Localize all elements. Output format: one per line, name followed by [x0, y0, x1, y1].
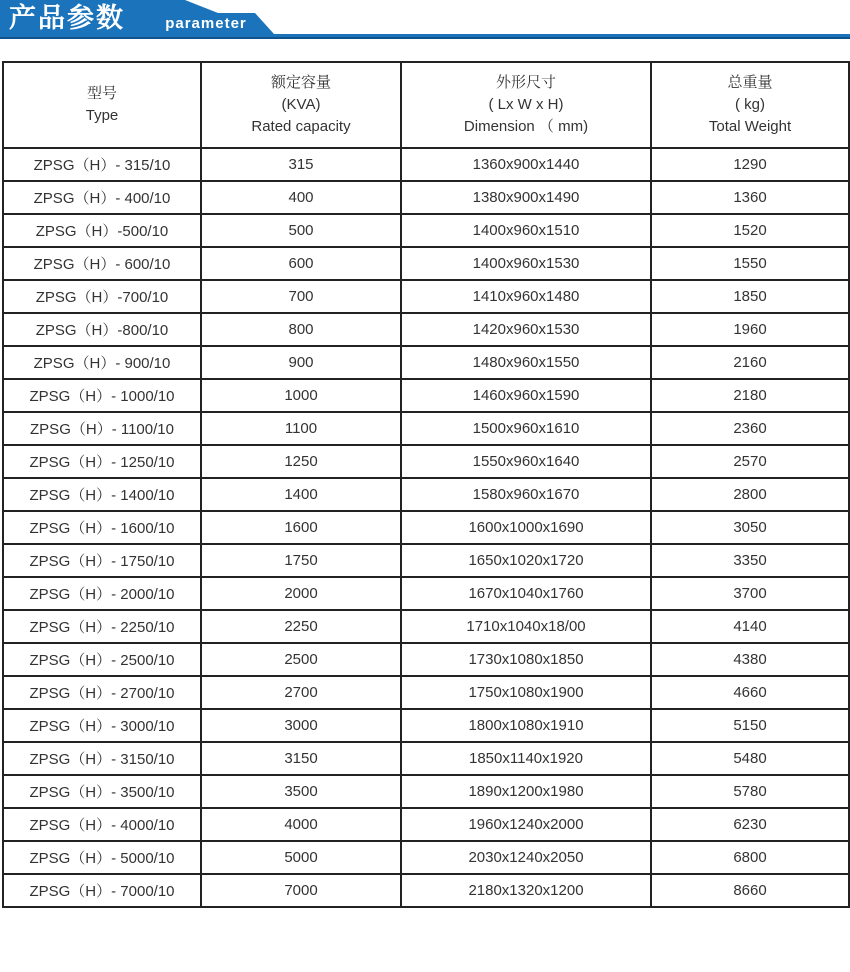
- table-cell: 1580x960x1670: [401, 478, 651, 511]
- table-cell: ZPSG（H）- 7000/10: [3, 874, 201, 907]
- table-cell: 700: [201, 280, 401, 313]
- table-cell: 1750: [201, 544, 401, 577]
- table-cell: ZPSG（H）- 2500/10: [3, 643, 201, 676]
- table-cell: 1480x960x1550: [401, 346, 651, 379]
- table-row: [3, 775, 849, 808]
- table-cell: 1500x960x1610: [401, 412, 651, 445]
- table-cell: 1000: [201, 379, 401, 412]
- table-cell: 1410x960x1480: [401, 280, 651, 313]
- table-cell: ZPSG（H）- 1000/10: [3, 379, 201, 412]
- table-cell: 1850x1140x1920: [401, 742, 651, 775]
- table-cell: ZPSG（H）- 3000/10: [3, 709, 201, 742]
- table-cell: 6230: [651, 808, 849, 841]
- table-cell: ZPSG（H）- 1600/10: [3, 511, 201, 544]
- table-row: [3, 445, 849, 478]
- table-cell: 2800: [651, 478, 849, 511]
- table-cell: 6800: [651, 841, 849, 874]
- table-cell: 1600x1000x1690: [401, 511, 651, 544]
- table-cell: 4140: [651, 610, 849, 643]
- table-row: [3, 478, 849, 511]
- table-cell: ZPSG（H）- 900/10: [3, 346, 201, 379]
- table-cell: 2160: [651, 346, 849, 379]
- table-row: [3, 643, 849, 676]
- table-cell: ZPSG（H）- 2700/10: [3, 676, 201, 709]
- table-cell: ZPSG（H）- 2000/10: [3, 577, 201, 610]
- table-cell: 8660: [651, 874, 849, 907]
- parameter-table: [2, 61, 850, 908]
- table-cell: 1520: [651, 214, 849, 247]
- table-cell: 900: [201, 346, 401, 379]
- table-cell: 1550: [651, 247, 849, 280]
- table-cell: 1400x960x1510: [401, 214, 651, 247]
- table-cell: 1460x960x1590: [401, 379, 651, 412]
- table-cell: 1750x1080x1900: [401, 676, 651, 709]
- table-cell: 3050: [651, 511, 849, 544]
- table-cell: 1800x1080x1910: [401, 709, 651, 742]
- table-row: [3, 742, 849, 775]
- table-cell: 1850: [651, 280, 849, 313]
- column-header-line: Rated capacity: [251, 118, 351, 135]
- table-cell: ZPSG（H）- 5000/10: [3, 841, 201, 874]
- column-header-line: 总重量: [727, 74, 773, 91]
- column-header-line: 型号: [86, 85, 117, 102]
- table-cell: 2360: [651, 412, 849, 445]
- section-title: 产品参数: [9, 3, 125, 33]
- table-cell: ZPSG（H）- 4000/10: [3, 808, 201, 841]
- table-cell: 1360: [651, 181, 849, 214]
- table-cell: 5150: [651, 709, 849, 742]
- table-cell: ZPSG（H）- 3150/10: [3, 742, 201, 775]
- table-row: [3, 577, 849, 610]
- table-row: [3, 181, 849, 214]
- table-cell: 5000: [201, 841, 401, 874]
- table-cell: 3500: [201, 775, 401, 808]
- table-row: [3, 676, 849, 709]
- table-cell: 2250: [201, 610, 401, 643]
- table-cell: 1400: [201, 478, 401, 511]
- table-cell: 1890x1200x1980: [401, 775, 651, 808]
- table-cell: 400: [201, 181, 401, 214]
- column-header: [651, 62, 849, 148]
- table-row: [3, 841, 849, 874]
- column-header: [3, 62, 201, 148]
- table-cell: 5480: [651, 742, 849, 775]
- table-row: [3, 379, 849, 412]
- table-row: [3, 247, 849, 280]
- table-cell: 5780: [651, 775, 849, 808]
- table-cell: 2700: [201, 676, 401, 709]
- banner-ribbon-shape: [0, 0, 850, 39]
- table-cell: 600: [201, 247, 401, 280]
- table-cell: 4000: [201, 808, 401, 841]
- table-cell: 1960: [651, 313, 849, 346]
- column-header: [401, 62, 651, 148]
- table-row: [3, 148, 849, 181]
- table-cell: 800: [201, 313, 401, 346]
- table-cell: 1730x1080x1850: [401, 643, 651, 676]
- table-cell: 1960x1240x2000: [401, 808, 651, 841]
- table-cell: 2500: [201, 643, 401, 676]
- table-row: [3, 610, 849, 643]
- table-cell: 7000: [201, 874, 401, 907]
- table-cell: 2000: [201, 577, 401, 610]
- table-cell: ZPSG（H）-700/10: [3, 280, 201, 313]
- parameter-table-head: [3, 62, 849, 148]
- table-row: [3, 214, 849, 247]
- column-header-line: ( Lx W x H): [488, 96, 564, 113]
- table-cell: 2180x1320x1200: [401, 874, 651, 907]
- table-cell: 1380x900x1490: [401, 181, 651, 214]
- section-subtitle: parameter: [165, 15, 247, 32]
- table-cell: 4660: [651, 676, 849, 709]
- table-cell: 3700: [651, 577, 849, 610]
- table-cell: 500: [201, 214, 401, 247]
- table-cell: ZPSG（H）- 1400/10: [3, 478, 201, 511]
- table-cell: 1400x960x1530: [401, 247, 651, 280]
- table-cell: 315: [201, 148, 401, 181]
- table-cell: 1360x900x1440: [401, 148, 651, 181]
- column-header-line: Type: [85, 107, 119, 124]
- table-row: [3, 808, 849, 841]
- table-cell: 1250: [201, 445, 401, 478]
- table-cell: 1420x960x1530: [401, 313, 651, 346]
- table-cell: ZPSG（H）- 600/10: [3, 247, 201, 280]
- table-row: [3, 346, 849, 379]
- parameter-table-body: [3, 148, 849, 907]
- table-cell: ZPSG（H）- 315/10: [3, 148, 201, 181]
- column-header-line: Total Weight: [708, 118, 792, 135]
- banner-underline: [0, 37, 850, 39]
- table-row: [3, 511, 849, 544]
- table-cell: 2180: [651, 379, 849, 412]
- table-cell: ZPSG（H）- 1250/10: [3, 445, 201, 478]
- table-cell: 1550x960x1640: [401, 445, 651, 478]
- table-cell: 1650x1020x1720: [401, 544, 651, 577]
- table-row: [3, 874, 849, 907]
- table-cell: ZPSG（H）- 400/10: [3, 181, 201, 214]
- table-cell: 1670x1040x1760: [401, 577, 651, 610]
- table-cell: ZPSG（H）-500/10: [3, 214, 201, 247]
- table-cell: 3350: [651, 544, 849, 577]
- table-cell: 2030x1240x2050: [401, 841, 651, 874]
- table-cell: 1710x1040x18/00: [401, 610, 651, 643]
- table-cell: 2570: [651, 445, 849, 478]
- column-header-line: (KVA): [281, 96, 321, 113]
- table-cell: ZPSG（H）-800/10: [3, 313, 201, 346]
- table-row: [3, 544, 849, 577]
- table-row: [3, 313, 849, 346]
- column-header-line: 外形尺寸: [495, 74, 556, 91]
- section-header-banner: [0, 0, 850, 40]
- column-header-line: ( kg): [735, 96, 765, 113]
- header-row: [3, 62, 849, 148]
- table-cell: ZPSG（H）- 2250/10: [3, 610, 201, 643]
- column-header: [201, 62, 401, 148]
- table-cell: ZPSG（H）- 3500/10: [3, 775, 201, 808]
- table-cell: ZPSG（H）- 1750/10: [3, 544, 201, 577]
- table-cell: 1100: [201, 412, 401, 445]
- table-cell: 4380: [651, 643, 849, 676]
- table-row: [3, 412, 849, 445]
- column-header-line: 额定容量: [270, 74, 331, 91]
- table-row: [3, 280, 849, 313]
- column-header-line: Dimension （ mm): [463, 118, 589, 135]
- table-cell: 1600: [201, 511, 401, 544]
- table-cell: 1290: [651, 148, 849, 181]
- table-cell: 3000: [201, 709, 401, 742]
- table-row: [3, 709, 849, 742]
- table-cell: ZPSG（H）- 1100/10: [3, 412, 201, 445]
- table-cell: 3150: [201, 742, 401, 775]
